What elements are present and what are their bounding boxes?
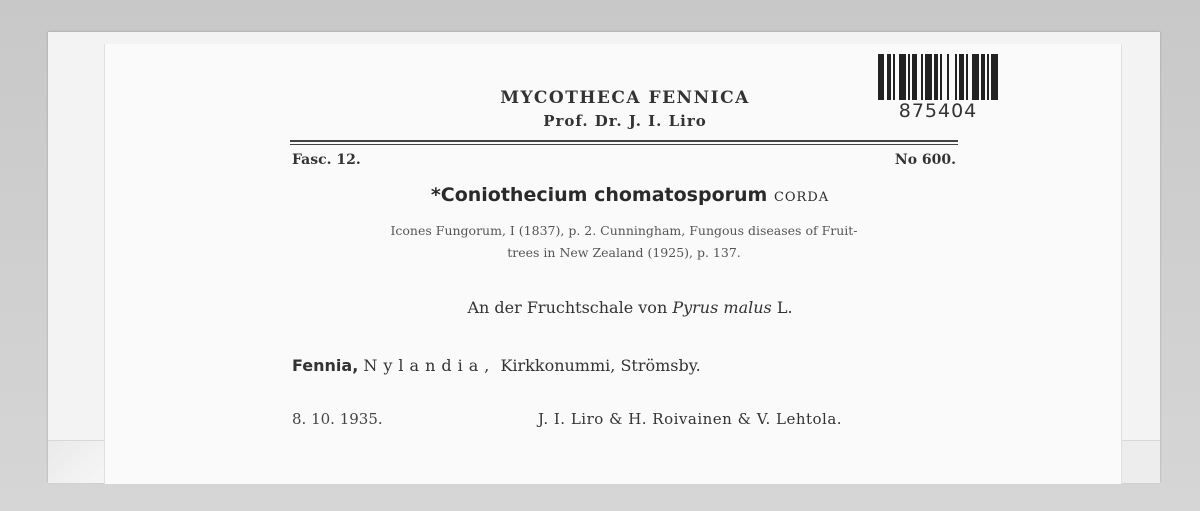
barcode-number: 875404: [898, 100, 978, 122]
collection-date: 8. 10. 1935.: [292, 410, 383, 428]
header-rule-thin: [290, 144, 958, 145]
specimen-number: No 600.: [894, 152, 956, 168]
literature-citation: [286, 220, 962, 264]
locality-country: Fennia,: [292, 356, 359, 375]
header-rule: [290, 140, 958, 142]
series-title: MYCOTHECA FENNICA: [500, 88, 750, 108]
locality-place: Kirkkonummi, Strömsby.: [500, 356, 701, 375]
host-substrate: [360, 298, 900, 317]
locality-region: Nylandia,: [363, 356, 496, 375]
species-name: *Coniothecium chomatosporum: [430, 184, 768, 206]
barcode-bar: [991, 54, 997, 100]
citation-line-1: Icones Fungorum, I (1837), p. 2. Cunningham, Fungous diseases of Fruit-: [390, 223, 858, 238]
host-species: Pyrus malus: [672, 298, 772, 317]
editor-name: Prof. Dr. J. I. Liro: [543, 112, 707, 130]
collectors: J. I. Liro & H. Roivainen & V. Lehtola.: [538, 410, 843, 428]
collection-locality: [292, 356, 701, 375]
fascicle-number: Fasc. 12.: [292, 152, 361, 168]
citation-line-2: trees in New Zealand (1925), p. 137.: [507, 245, 741, 260]
barcode-image: [878, 54, 998, 100]
species-heading: [380, 184, 880, 206]
envelope-flap-right: [1120, 440, 1160, 483]
host-prefix: An der Fruchtschale von: [467, 298, 668, 317]
host-author: L.: [776, 298, 793, 317]
envelope-flap-left: [48, 440, 108, 483]
species-author: CORDA: [773, 190, 830, 205]
